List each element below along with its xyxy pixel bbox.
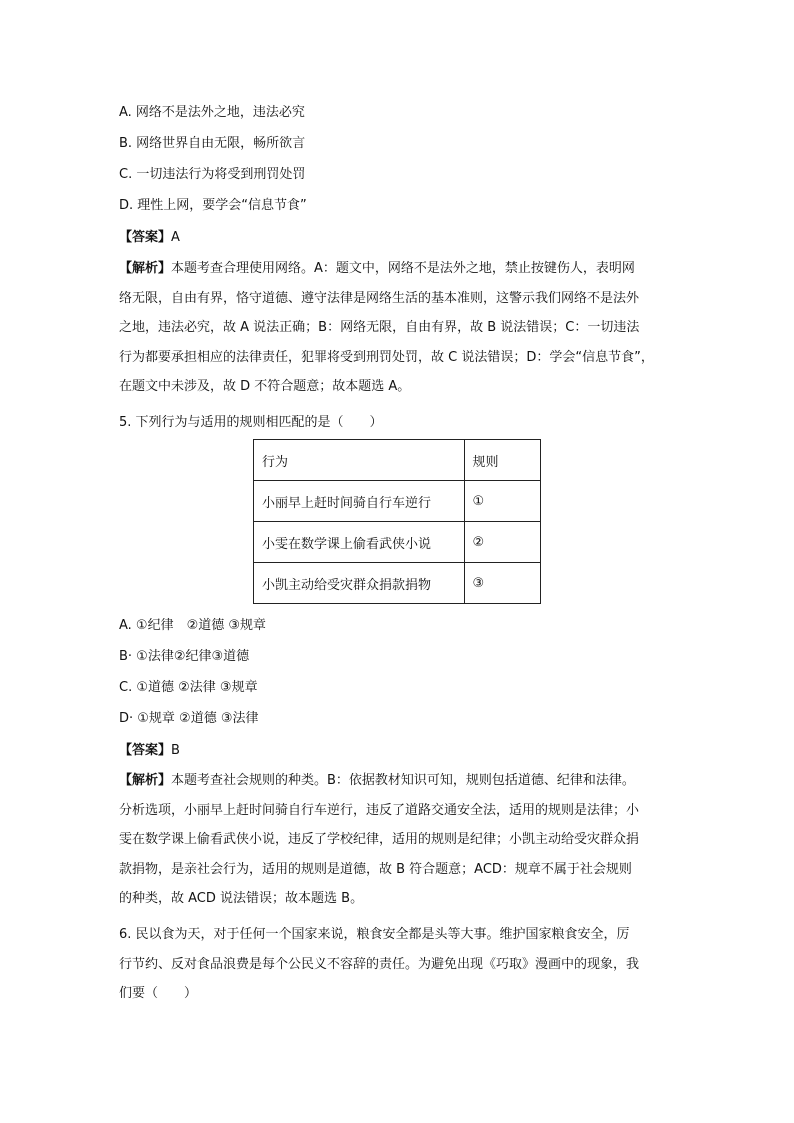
q4-option-c: C. 一切违法行为将受到刑罚处罚 (119, 167, 306, 182)
table-cell: 小丽早上赶时间骑自行车逆行 (254, 481, 465, 522)
q5-analysis-line: 款捐物，是亲社会行为，适用的规则是道德，故 B 符合题意；ACD：规章不属于社会规则 (119, 861, 632, 877)
table-cell: ② (464, 522, 540, 563)
q5-analysis-line: 分析选项，小丽早上赶时间骑自行车逆行，违反了道路交通安全法，适用的规则是法律；小 (119, 802, 640, 818)
q5-option-d: D· ①规章 ②道德 ③法律 (119, 711, 259, 726)
table-header-cell: 行为 (254, 440, 465, 481)
q6-stem-line: 6. 民以食为天，对于任何一个国家来说，粮食安全都是头等大事。维护国家粮食安全，厉 (119, 927, 630, 942)
q4-answer-value: A (171, 230, 180, 245)
q4-analysis-line: 在题文中未涉及，故 D 不符合题意；故本题选 A。 (119, 379, 411, 394)
q6-stem (119, 926, 691, 1015)
table-row (254, 481, 541, 522)
behavior-rule-table (253, 439, 541, 604)
q4-analysis-line: 【解析】本题考查合理使用网络。A：题文中，网络不是法外之地，禁止按键伤人，表明网 (119, 261, 635, 276)
table-cell: 小凯主动给受灾群众捐款捐物 (254, 563, 465, 604)
q5-analysis-line: 【解析】本题考查社会规则的种类。B：依据教材知识可知，规则包括道德、纪律和法律。 (119, 773, 635, 788)
q5-analysis (119, 772, 691, 920)
q4-option-d: D. 理性上网，要学会“信息节食” (119, 198, 307, 213)
answer-label: 【答案】 (119, 230, 172, 245)
answer-label: 【答案】 (119, 743, 172, 758)
table-header-cell: 规则 (464, 440, 540, 481)
table-header-row (254, 440, 541, 481)
q6-stem-line: 们要（ ） (119, 986, 198, 1001)
q5-option-a: A. ①纪律 ②道德 ③规章 (119, 618, 267, 633)
table-cell: ③ (464, 563, 540, 604)
q5-option-b: B· ①法律②纪律③道德 (119, 649, 250, 664)
table-row (254, 522, 541, 563)
q5-analysis-line: 的种类，故 ACD 说法错误；故本题选 B。 (119, 891, 364, 906)
q4-analysis-line: 行为都要承担相应的法律责任，犯罪将受到刑罚处罚，故 C 说法错误；D：学会“信息节食”， (119, 349, 654, 365)
q5-answer (119, 742, 180, 760)
q5-stem: 5. 下列行为与适用的规则相匹配的是（ ） (119, 415, 383, 430)
q5-answer-value: B (171, 743, 180, 758)
table-row (254, 563, 541, 604)
q6-stem-line: 行节约、反对食品浪费是每个公民义不容辞的责任。为避免出现《巧取》漫画中的现象，我 (119, 956, 640, 972)
q4-answer (119, 229, 180, 247)
q4-analysis-line: 络无限，自由有界，恪守道德、遵守法律是网络生活的基本准则，这警示我们网络不是法外 (119, 290, 640, 306)
q4-option-b: B. 网络世界自由无限，畅所欲言 (119, 136, 306, 151)
q4-analysis-line: 之地，违法必究，故 A 说法正确；B：网络无限，自由有界，故 B 说法错误；C：一切违法 (119, 320, 640, 335)
q5-option-c: C. ①道德 ②法律 ③规章 (119, 680, 258, 695)
analysis-label: 【解析】 (119, 773, 172, 788)
q4-analysis (119, 260, 691, 408)
table-cell: ① (464, 481, 540, 522)
q4-option-a: A. 网络不是法外之地，违法必究 (119, 105, 305, 120)
table-cell: 小雯在数学课上偷看武侠小说 (254, 522, 465, 563)
analysis-label: 【解析】 (119, 261, 172, 276)
q5-analysis-line: 雯在数学课上偷看武侠小说，违反了学校纪律，适用的规则是纪律；小凯主动给受灾群众捐 (119, 832, 640, 847)
